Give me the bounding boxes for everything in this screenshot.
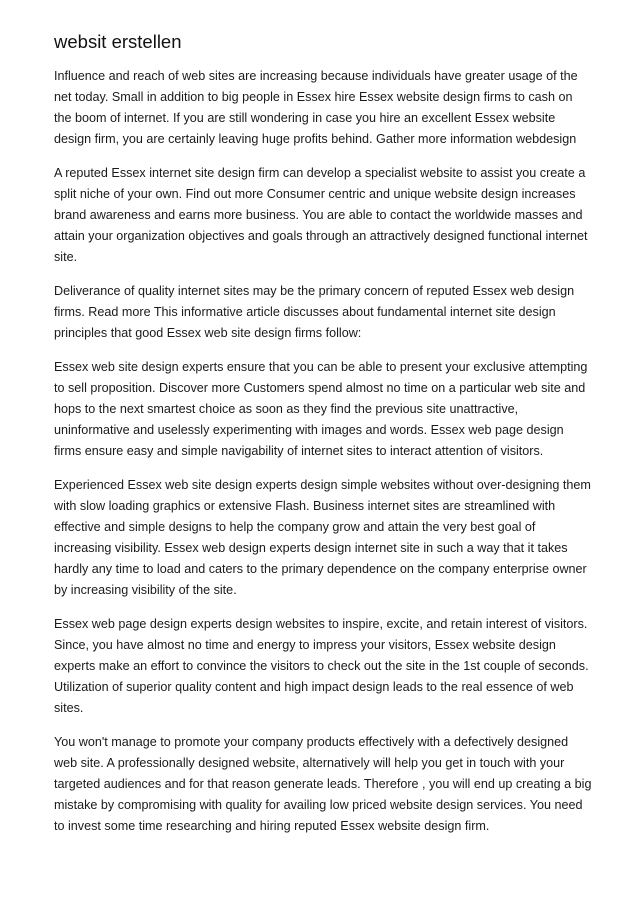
paragraph-1: Influence and reach of web sites are increasing because individuals have greater usage of the net today. Small in addition to big people in Essex hire Essex website design firms to cash on the boom of internet. If you are still wondering in case you hire an excellent Essex website design firm, you are certainly leaving huge profits behind. Gather more information webdesign [54, 69, 578, 146]
paragraph-7: You won't manage to promote your company products effectively with a defectively designed web site. A professionally designed website, alternatively will help you get in touch with your targeted audiences and for that reason generate leads. Therefore , you will end up creating a big mistake by compromising with quality for availing low priced website design services. You need to invest some time researching and hiring reputed Essex website design firm. [54, 735, 592, 833]
paragraph-5: Experienced Essex web site design experts design simple websites without over-designing them with slow loading graphics or extensive Flash. Business internet sites are streamlined with effective and simple designs to help the company grow and attain the very best goal of increasing visibility. Essex web design experts design internet site in such a way that it takes hardly any time to load and caters to the primary dependence on the company enterprise owner by increasing visibility of the site. [54, 478, 591, 597]
document-title: websit erstellen [54, 31, 182, 52]
paragraph-2: A reputed Essex internet site design firm can develop a specialist website to assist you create a split niche of your own. Find out more Consumer centric and unique website design increases brand awareness and earns more business. You are able to contact the worldwide masses and attain your organization objectives and goals through an attractively designed functional internet site. [54, 166, 588, 264]
paragraph-4: Essex web site design experts ensure that you can be able to present your exclusive attempting to sell proposition. Discover more Customers spend almost no time on a particular web site and hops to the next smartest choice as soon as they find the previous site unattractive, uninformative and uselessly experimenting with images and words. Essex web page design firms ensure easy and simple navigability of internet sites to interact attention of visitors. [54, 360, 588, 458]
paragraph-6: Essex web page design experts design websites to inspire, excite, and retain interest of visitors. Since, you have almost no time and energy to impress your visitors, Essex website design experts make an effort to convince the visitors to check out the site in the 1st couple of seconds. Utilization of superior quality content and high impact design leads to the real essence of web sites. [54, 617, 589, 715]
paragraph-3: Deliverance of quality internet sites may be the primary concern of reputed Essex web design firms. Read more This informative article discusses about fundamental internet site design principles that good Essex web site design firms follow: [54, 284, 575, 340]
